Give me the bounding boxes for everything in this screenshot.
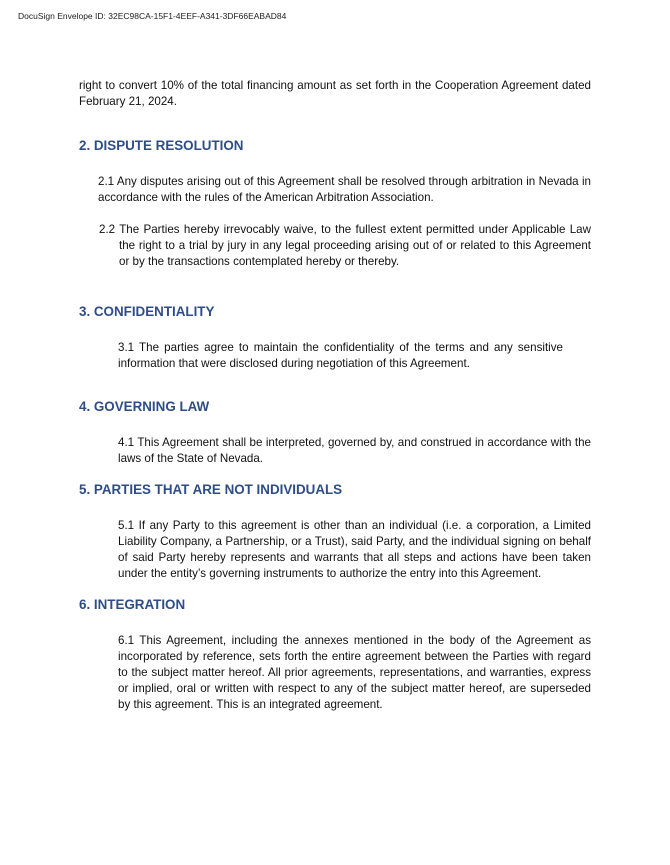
clause-4-1: 4.1 This Agreement shall be interpreted, governed by, and construed in accordance with the laws of the State of Nevada. [118,436,591,465]
clause-3-1: 3.1 The parties agree to maintain the confidentiality of the terms and any sensitive information that were disclosed during negotiation of this Agreement. [118,341,563,370]
document-page [79,78,591,713]
envelope-id: DocuSign Envelope ID: 32EC98CA-15F1-4EEF-A341-3DF66EABAD84 [18,11,287,21]
clause-2-1: 2.1 Any disputes arising out of this Agreement shall be resolved through arbitration in Nevada in accordance with the rules of the American Arbitration Association. [98,175,591,204]
heading-parties-not-individuals: 5. PARTIES THAT ARE NOT INDIVIDUALS [79,482,343,497]
clause-6-1: 6.1 This Agreement, including the annexes mentioned in the body of the Agreement as incorporated by reference, sets forth the entire agreement between the Parties with regard to the subject matter hereof. All prior agreements, representations, and warranties, express or implied, oral or written with respect to any of the subject matter hereof, are superseded by this agreement. This is an integrated agreement. [118,634,591,711]
heading-confidentiality: 3. CONFIDENTIALITY [79,304,215,319]
clause-5-1: 5.1 If any Party to this agreement is other than an individual (i.e. a corporation, a Limited Liability Company, a Partnership, or a Trust), said Party, and the individual signing on behalf of said Party hereby represents and warrants that all steps and actions have been taken under the entity’s governing instruments to authorize the entry into this Agreement. [118,519,591,580]
heading-dispute-resolution: 2. DISPUTE RESOLUTION [79,138,244,153]
heading-integration: 6. INTEGRATION [79,597,186,612]
clause-2-2: 2.2 The Parties hereby irrevocably waive, to the fullest extent permitted under Applicable Law the right to a trial by jury in any legal proceeding arising out of or related to this Agreement or by the transactions contemplated hereby or thereby. [99,223,591,268]
heading-governing-law: 4. GOVERNING LAW [79,399,210,414]
intro-paragraph: right to convert 10% of the total financing amount as set forth in the Cooperation Agreement dated February 21, 2024. [79,79,591,108]
